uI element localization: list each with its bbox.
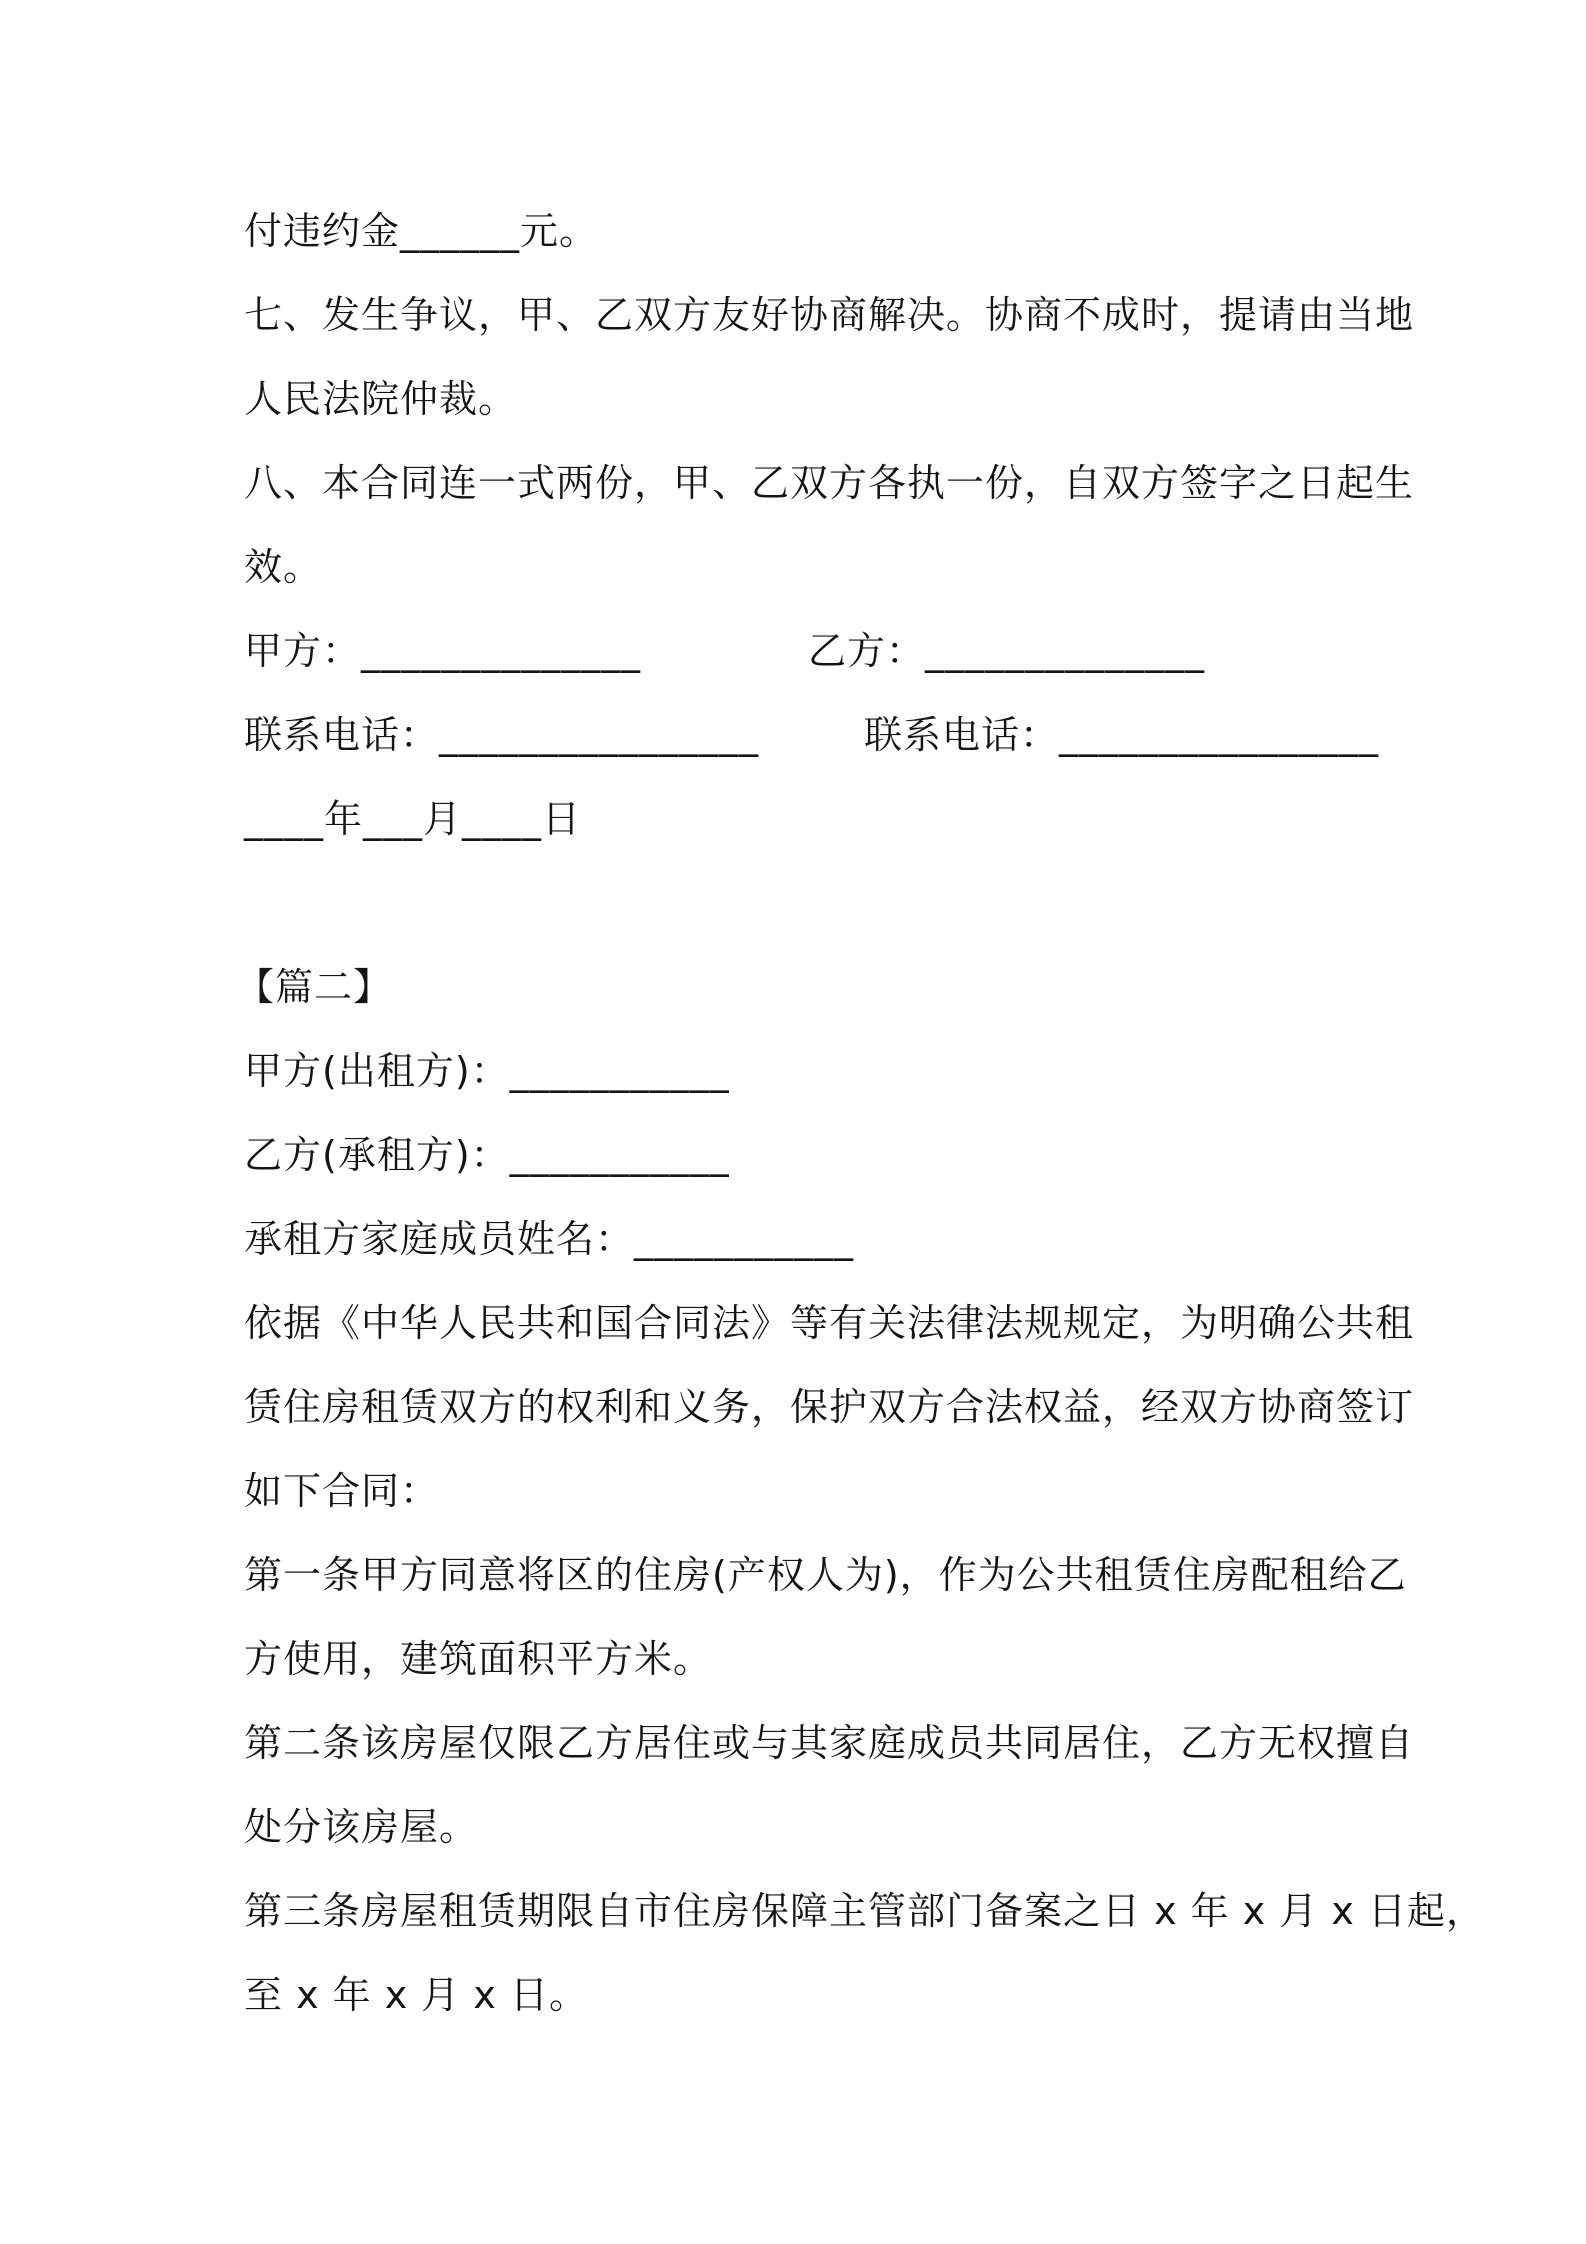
- preamble-line-2: 赁住房租赁双方的权利和义务，保护双方合法权益，经双方协商签订: [244, 1385, 1415, 1429]
- article-1-line-2: 方使用，建筑面积平方米。: [244, 1637, 713, 1681]
- article-2-line-2: 处分该房屋。: [244, 1805, 479, 1849]
- lessor-field: 甲方(出租方)：___________: [244, 1049, 730, 1093]
- article-2-line-1: 第二条该房屋仅限乙方居住或与其家庭成员共同居住，乙方无权擅自: [244, 1721, 1415, 1765]
- party-a-phone: 联系电话：________________: [244, 713, 760, 757]
- article-3-line-2: 至 x 年 x 月 x 日。: [244, 1973, 588, 2017]
- penalty-line: 付违约金______元。: [244, 209, 599, 253]
- preamble-line-3: 如下合同：: [244, 1469, 440, 1513]
- party-a-signature: 甲方：______________: [244, 629, 642, 673]
- article-3-line-1: 第三条房屋租赁期限自市住房保障主管部门备案之日 x 年 x 月 x 日起，: [244, 1889, 1485, 1933]
- party-b-signature: 乙方：______________: [808, 629, 1206, 673]
- section-2-heading: 【篇二】: [236, 965, 393, 1009]
- lessee-field: 乙方(承租方)：___________: [244, 1133, 730, 1177]
- article-1-line-1: 第一条甲方同意将区的住房(产权人为)，作为公共租赁住房配租给乙: [244, 1553, 1407, 1597]
- clause-8-line-1: 八、本合同连一式两份，甲、乙双方各执一份，自双方签字之日起生: [244, 461, 1415, 505]
- clause-7-line-1: 七、发生争议，甲、乙双方友好协商解决。协商不成时，提请由当地: [244, 293, 1415, 337]
- party-b-phone: 联系电话：________________: [864, 713, 1380, 757]
- family-members-field: 承租方家庭成员姓名：___________: [244, 1217, 855, 1261]
- signing-date: ____年___月____日: [244, 797, 582, 841]
- clause-8-line-2: 效。: [244, 545, 323, 589]
- clause-7-line-2: 人民法院仲裁。: [244, 377, 518, 421]
- preamble-line-1: 依据《中华人民共和国合同法》等有关法律法规规定，为明确公共租: [244, 1301, 1415, 1345]
